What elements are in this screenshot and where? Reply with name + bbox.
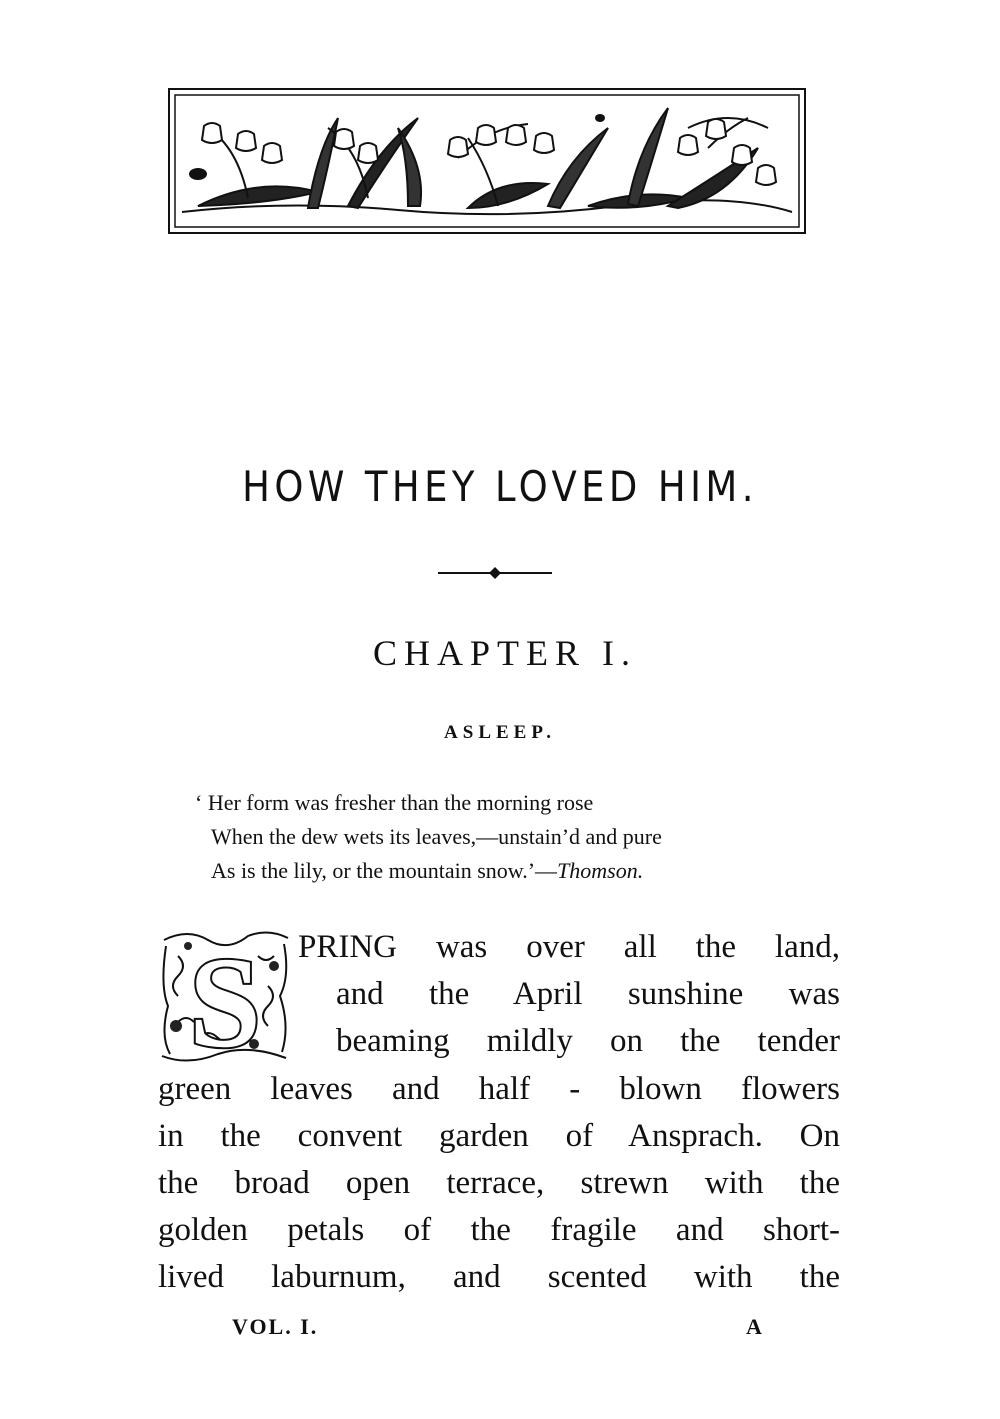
body-line: in the convent garden of Ansprach. On [158,1117,840,1154]
epigraph-attribution: Thomson. [557,858,644,883]
volume-signature: VOL. I. [232,1314,319,1339]
page-footer [0,1314,1000,1344]
gathering-signature: A [746,1314,764,1339]
floral-headpiece-icon [168,88,806,234]
epigraph-line: As is the lily, or the mountain snow.’—Thomson. [211,858,644,883]
drop-cap-letter: S [188,931,262,1068]
chapter-subtitle: ASLEEP. [444,722,556,743]
body-line: and the April sunshine was [336,976,840,1013]
body-line: golden petals of the fragile and short- [158,1212,840,1249]
chapter-heading: CHAPTER I. [372,633,637,673]
body-line: green leaves and half - blown flowers [158,1070,840,1107]
body-paragraph [158,924,840,1302]
body-line: the broad open terrace, strewn with the [158,1164,840,1201]
body-line: lived laburnum, and scented with the [158,1259,840,1296]
book-title: HOW THEY LOVED HIM. [242,462,758,511]
body-line: PRING was over all the land, [298,929,840,965]
epigraph-line: ‘ Her form was fresher than the morning rose [195,790,594,815]
body-line: beaming mildly on the tender [336,1023,840,1060]
epigraph [195,786,835,888]
epigraph-line: When the dew wets its leaves,—unstain’d and pure [211,824,662,849]
diamond-rule-icon [438,566,552,578]
